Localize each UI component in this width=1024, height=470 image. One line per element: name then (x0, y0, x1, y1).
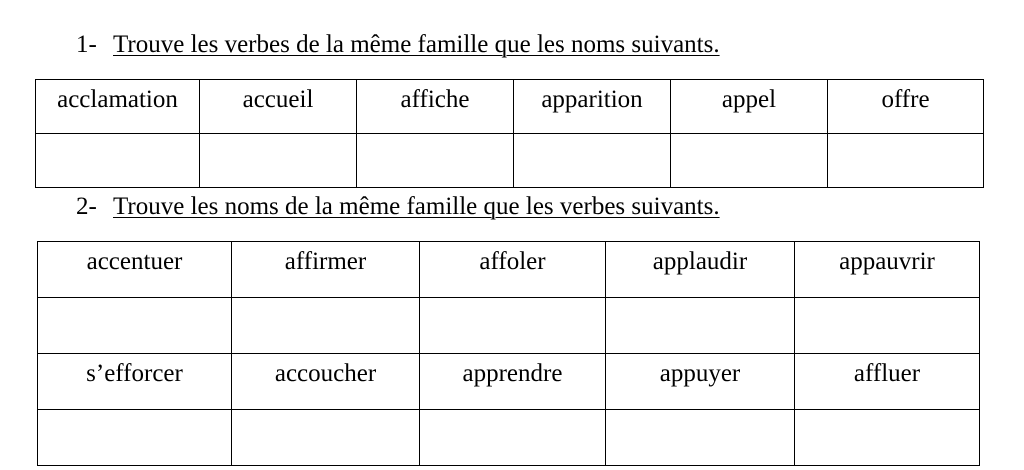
word-cell (606, 242, 795, 298)
answer-cell[interactable] (828, 134, 984, 188)
answer-cell[interactable] (606, 410, 795, 466)
word-cell (828, 80, 984, 134)
word-accoucher: accoucher (274, 360, 377, 387)
exercise-1-answer-row (36, 134, 984, 188)
exercise-2-word-row-1 (38, 242, 980, 298)
answer-cell[interactable] (232, 410, 420, 466)
word-appuyer: appuyer (659, 360, 741, 387)
answer-cell[interactable] (420, 298, 606, 354)
word-cell (232, 354, 420, 410)
answer-cell[interactable] (38, 410, 232, 466)
word-cell (795, 242, 980, 298)
word-accueil: accueil (242, 86, 314, 113)
exercise-1-instruction-text: Trouve les verbes de la même famille que les noms suivants. (113, 31, 720, 58)
word-cell (671, 80, 828, 134)
word-offre: offre (881, 86, 930, 113)
exercise-2-answer-row-2 (38, 410, 980, 466)
exercise-2-word-row-2 (38, 354, 980, 410)
word-accentuer: accentuer (86, 248, 183, 275)
answer-cell[interactable] (200, 134, 357, 188)
word-cell (38, 354, 232, 410)
exercise-1-instruction (76, 30, 720, 60)
exercise-1-number: 1- (76, 31, 97, 58)
answer-cell[interactable] (795, 410, 980, 466)
exercise-2-answer-row-1 (38, 298, 980, 354)
word-cell (514, 80, 671, 134)
answer-cell[interactable] (606, 298, 795, 354)
word-apparition: apparition (541, 86, 643, 113)
word-applaudir: applaudir (652, 248, 748, 275)
word-cell (36, 80, 200, 134)
answer-cell[interactable] (38, 298, 232, 354)
word-appauvrir: appauvrir (839, 248, 935, 275)
exercise-1-table (35, 79, 984, 188)
exercise-2-instruction (76, 192, 720, 222)
word-cell (795, 354, 980, 410)
answer-cell[interactable] (232, 298, 420, 354)
word-cell (200, 80, 357, 134)
word-appel: appel (721, 86, 777, 113)
word-s-efforcer: s’efforcer (86, 360, 183, 387)
answer-cell[interactable] (671, 134, 828, 188)
word-cell (420, 242, 606, 298)
answer-cell[interactable] (795, 298, 980, 354)
exercise-1-word-row (36, 80, 984, 134)
answer-cell[interactable] (420, 410, 606, 466)
word-affirmer: affirmer (284, 248, 367, 275)
exercise-2-instruction-text: Trouve les noms de la même famille que les verbes suivants. (113, 193, 720, 220)
word-cell (420, 354, 606, 410)
answer-cell[interactable] (36, 134, 200, 188)
word-affoler: affoler (479, 248, 546, 275)
exercise-2-table (37, 241, 980, 466)
answer-cell[interactable] (357, 134, 514, 188)
word-affiche: affiche (400, 86, 470, 113)
exercise-2-number: 2- (76, 193, 97, 220)
word-apprendre: apprendre (462, 360, 563, 387)
word-acclamation: acclamation (57, 86, 178, 113)
word-affluer: affluer (853, 360, 921, 387)
answer-cell[interactable] (514, 134, 671, 188)
word-cell (606, 354, 795, 410)
word-cell (232, 242, 420, 298)
word-cell (357, 80, 514, 134)
word-cell (38, 242, 232, 298)
